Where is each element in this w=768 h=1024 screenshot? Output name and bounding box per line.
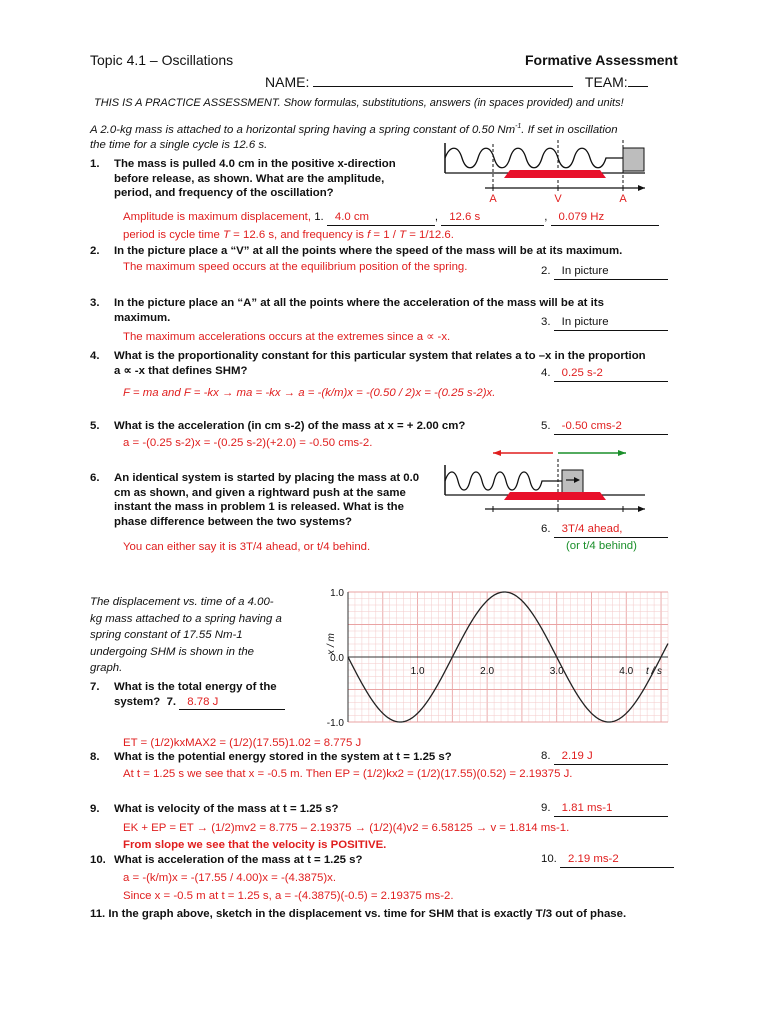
name-row xyxy=(265,73,648,92)
mass-block-2 xyxy=(562,470,583,493)
q9-work: EK + EP = ET → (1/2)mv2 = 8.775 – 2.19375 → (1/2)(4)v2 = 6.58125 → v = 1.814 ms-1. xyxy=(123,822,570,834)
q6-answer-alt: (or t/4 behind) xyxy=(566,540,637,552)
q6-number: 6. xyxy=(90,472,100,484)
x-tick-label: 3.0 xyxy=(549,666,564,677)
graph-intro: The displacement vs. time of a 4.00- kg mass attached to a spring having a spring constant of 17.55 Nm-1 undergoing SHM is shown in the graph. xyxy=(90,596,282,675)
q8-work: At t = 1.25 s we see that x = -0.5 m. Then EP = (1/2)kx2 = (1/2)(17.55)(0.52) = 2.19375 J. xyxy=(123,768,573,780)
q9-text: What is velocity of the mass at t = 1.25 s? xyxy=(114,803,339,815)
q1-period-answer[interactable]: 12.6 s xyxy=(441,210,544,226)
q6-text: An identical system is started by placing the mass at 0.0 cm as shown, and given a rightward push at the same instant the mass in problem 1 is released. What is the phase difference between the two systems? xyxy=(114,472,420,528)
q1-note2: period is cycle time T = 12.6 s, and frequency is f = 1 / T = 1/12.6. xyxy=(123,229,454,241)
q1-amplitude-answer[interactable]: 4.0 cm xyxy=(327,210,435,226)
q2-number: 2. xyxy=(90,245,100,257)
label-v: V xyxy=(554,193,562,205)
q9-work2: From slope we see that the velocity is POSITIVE. xyxy=(123,839,387,851)
assessment-type: Formative Assessment xyxy=(525,52,678,68)
q4-number: 4. xyxy=(90,350,100,362)
q5-text: What is the acceleration (in cm s-2) of the mass at x = + 2.00 cm? xyxy=(114,420,466,432)
q1-frequency-answer[interactable]: 0.079 Hz xyxy=(551,210,659,226)
label-a-right: A xyxy=(619,193,627,205)
q4-work: F = ma and F = -kx → ma = -kx → a = -(k/m)x = -(0.50 / 2)x = -(0.25 s-2)x. xyxy=(123,387,496,399)
y-tick-label: 1.0 xyxy=(330,588,344,599)
q7-text: What is the total energy of the system? 7. 8.78 J xyxy=(114,680,302,710)
team-field[interactable] xyxy=(628,73,648,87)
spring-diagram-2 xyxy=(440,445,650,515)
q10-work: a = -(k/m)x = -(17.55 / 4.00)x = -(4.3875)x. xyxy=(123,872,337,884)
spring-coil xyxy=(445,148,623,168)
q7-number: 7. xyxy=(90,681,100,693)
x-axis-label: t / s xyxy=(645,666,663,677)
x-tick-label: 2.0 xyxy=(480,666,495,677)
q4-text: What is the proportionality constant for this particular system that relates a to –x in the proportion a ∝ -x that defines SHM? xyxy=(114,350,646,377)
spring-coil-2 xyxy=(445,472,562,490)
q10-text: What is acceleration of the mass at t = 1.25 s? xyxy=(114,854,363,866)
q5-number: 5. xyxy=(90,420,100,432)
intro-text: A 2.0-kg mass is attached to a horizontal spring having a spring constant of 0.50 $Nm^{-1}$. If set in oscillation the time for a single cycle is 12.6 s. xyxy=(90,123,618,151)
q2-answer-row: 2. In picture xyxy=(541,264,668,280)
mass-block xyxy=(623,148,644,171)
q3-text: In the picture place an “A” at all the points where the acceleration of the mass will be at its maximum. xyxy=(114,297,604,324)
q2-answer[interactable]: In picture xyxy=(554,264,668,280)
y-tick-label: 0.0 xyxy=(330,653,344,664)
x-tick-label: 1.0 xyxy=(410,666,425,677)
q8-answer[interactable]: 2.19 J xyxy=(554,749,668,765)
q7-answer[interactable]: 8.78 J xyxy=(179,695,285,711)
q10-answer[interactable]: 2.19 ms-2 xyxy=(560,852,674,868)
topic-title: Topic 4.1 – Oscillations xyxy=(90,52,234,68)
q9-number: 9. xyxy=(90,803,100,815)
q1-answer-row: Amplitude is maximum displacement, 1. 4.0 cm , 12.6 s , 0.079 Hz xyxy=(123,210,659,226)
q7-work: ET = (1/2)kxMAX2 = (1/2)(17.55)1.02 = 8.775 J xyxy=(123,737,362,749)
q8-answer-row: 8. 2.19 J xyxy=(541,749,668,765)
q1-number: 1. xyxy=(90,158,100,170)
q9-answer-row: 9. 1.81 ms-1 xyxy=(541,801,668,817)
q8-number: 8. xyxy=(90,751,100,763)
q4-answer-row: 4. 0.25 s-2 xyxy=(541,366,668,382)
team-label: TEAM: xyxy=(584,74,628,90)
name-field[interactable] xyxy=(313,73,573,87)
q3-answer-row: 3. In picture xyxy=(541,315,668,331)
q1-text: The mass is pulled 4.0 cm in the positive x-direction before release, as shown. What are the amplitude, period, and frequency of the oscillation? xyxy=(114,158,396,200)
q11-text: 11. In the graph above, sketch in the displacement vs. time for SHM that is exactly T/3 out of phase. xyxy=(90,908,627,920)
q8-text: What is the potential energy stored in the system at t = 1.25 s? xyxy=(114,751,452,763)
q2-text: In the picture place a “V” at all the points where the speed of the mass will be at its maximum. xyxy=(114,245,623,257)
q6-answer-row: 6. 3T/4 ahead, xyxy=(541,522,668,538)
x-tick-label: 4.0 xyxy=(619,666,634,677)
q5-answer[interactable]: -0.50 cms-2 xyxy=(554,419,668,435)
label-a-left: A xyxy=(489,193,497,205)
q3-answer[interactable]: In picture xyxy=(554,315,668,331)
q9-answer[interactable]: 1.81 ms-1 xyxy=(554,801,668,817)
y-axis-label: x / m xyxy=(326,633,337,655)
spring-diagram-1 xyxy=(440,140,650,210)
q6-answer[interactable]: 3T/4 ahead, xyxy=(554,522,668,538)
name-label: NAME: xyxy=(265,74,310,90)
q10-work2: Since x = -0.5 m at t = 1.25 s, a = -(4.3875)(-0.5) = 2.19375 ms-2. xyxy=(123,890,454,902)
q5-answer-row: 5. -0.50 cms-2 xyxy=(541,419,668,435)
y-tick-label: -1.0 xyxy=(326,718,344,729)
q3-note: The maximum accelerations occurs at the extremes since a ∝ -x. xyxy=(123,331,451,343)
q10-number: 10. xyxy=(90,854,106,866)
displacement-time-graph xyxy=(318,584,674,730)
q2-note: The maximum speed occurs at the equilibrium position of the spring. xyxy=(123,261,468,273)
instructions: THIS IS A PRACTICE ASSESSMENT. Show formulas, substitutions, answers (in spaces provided) and units! xyxy=(94,97,624,109)
q5-work: a = -(0.25 s-2)x = -(0.25 s-2)(+2.0) = -0.50 cms-2. xyxy=(123,437,373,449)
q3-number: 3. xyxy=(90,297,100,309)
q4-answer[interactable]: 0.25 s-2 xyxy=(554,366,668,382)
q6-note: You can either say it is 3T/4 ahead, or t/4 behind. xyxy=(123,541,371,553)
q10-answer-row: 10. 2.19 ms-2 xyxy=(541,852,674,868)
